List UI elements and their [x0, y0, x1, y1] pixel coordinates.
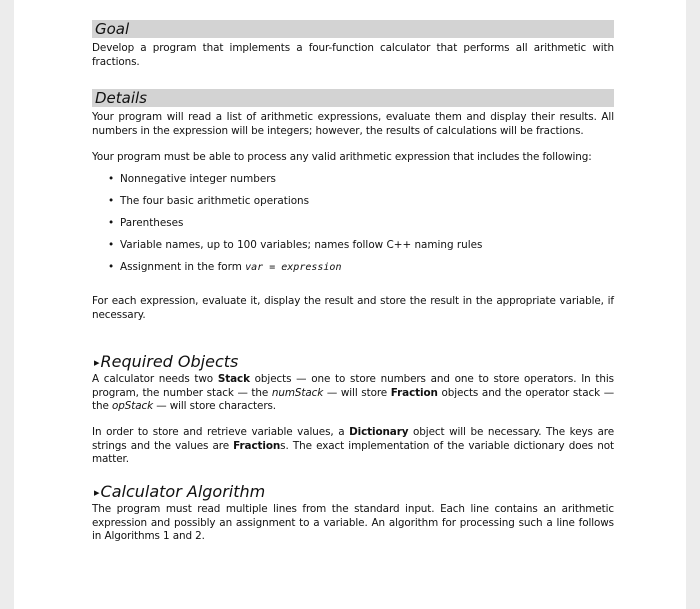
- details-section-header: [92, 89, 614, 107]
- details-title: Details: [95, 89, 148, 107]
- triangle-right-icon: ▸: [94, 486, 100, 499]
- bullet-icon: •: [108, 173, 115, 185]
- required-objects-paragraph-2: In order to store and retrieve variable values, a Dictionary object will be necessary. The keys are strings and the values are Fractions. The exact implementation of the variable dictionary does not matter.: [92, 426, 614, 465]
- calculator-algorithm-heading: ▸Calculator Algorithm: [94, 482, 266, 501]
- goal-text: Develop a program that implements a four-function calculator that performs all arithmetic with fractions.: [92, 42, 614, 68]
- required-objects-heading: ▸Required Objects: [94, 352, 239, 371]
- bullet-icon: •: [108, 195, 115, 207]
- details-paragraph-2: Your program must be able to process any valid arithmetic expression that includes the following:: [92, 151, 592, 163]
- required-objects-paragraph-1: A calculator needs two Stack objects — one to store numbers and one to store operators. In this program, the number stack — the numStack — will store Fraction objects and the operator stack — the opStack — will store characters.: [92, 373, 614, 412]
- triangle-right-icon: ▸: [94, 356, 100, 369]
- goal-section-header: [92, 20, 614, 38]
- details-paragraph-3: For each expression, evaluate it, display the result and store the result in the appropriate variable, if necessary.: [92, 295, 614, 321]
- bullet-icon: •: [108, 261, 115, 273]
- bullet-icon: •: [108, 239, 115, 251]
- assignment-syntax: var = expression: [245, 262, 342, 273]
- details-paragraph-1: Your program will read a list of arithmetic expressions, evaluate them and display their results. All numbers in the expression will be integers; however, the results of calculations will be fractions.: [92, 111, 614, 137]
- goal-title: Goal: [95, 20, 130, 38]
- calculator-algorithm-text: The program must read multiple lines from the standard input. Each line contains an arithmetic expression and possibly an assignment to a variable. An algorithm for processing such a line follows in Algorithms 1 and 2.: [92, 503, 614, 542]
- bullet-icon: •: [108, 217, 115, 229]
